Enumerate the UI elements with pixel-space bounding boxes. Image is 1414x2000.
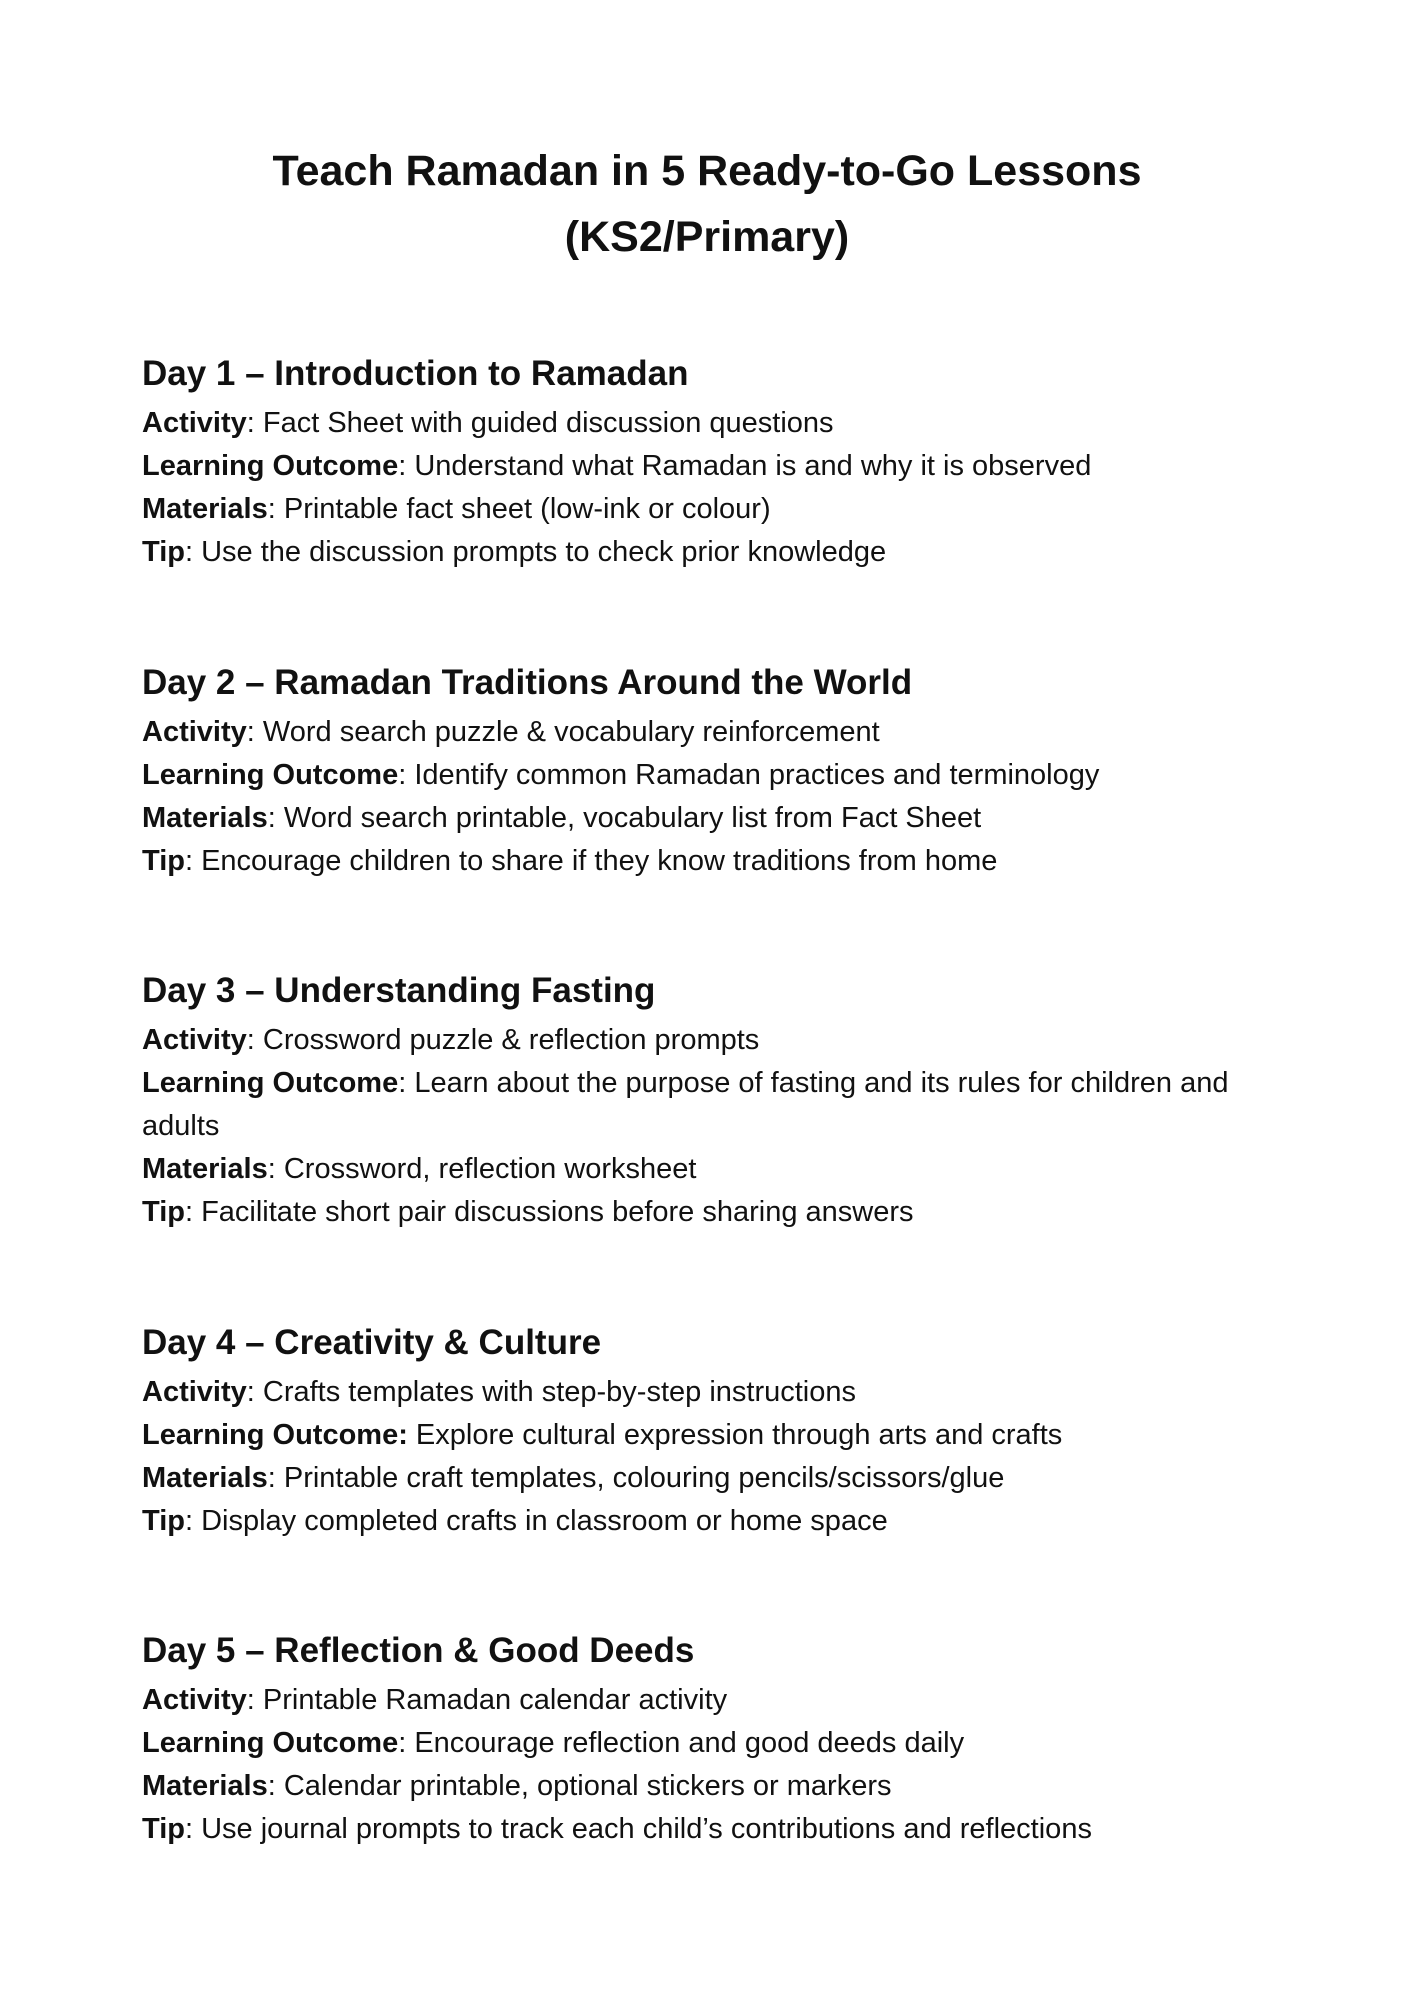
tip-label: Tip <box>142 1813 185 1845</box>
materials-text: : Crossword, reflection worksheet <box>267 1153 697 1185</box>
tip-row <box>142 531 1262 574</box>
title-line-1: Teach Ramadan in 5 Ready-to-Go Lessons <box>272 147 1142 195</box>
activity-row <box>142 1679 1262 1722</box>
tip-text: : Facilitate short pair discussions before sharing answers <box>184 1196 914 1228</box>
activity-text: : Printable Ramadan calendar activity <box>246 1684 728 1716</box>
day-4-section <box>142 1321 1262 1543</box>
day-heading: Day 2 – Ramadan Traditions Around the World <box>142 663 913 702</box>
activity-row <box>142 1371 1262 1414</box>
day-5-section <box>142 1629 1262 1851</box>
outcome-row <box>142 1062 1262 1148</box>
outcome-row <box>142 445 1262 488</box>
day-3-section <box>142 969 1262 1234</box>
outcome-text: : Encourage reflection and good deeds daily <box>398 1727 965 1759</box>
tip-row <box>142 1191 1262 1234</box>
activity-text: : Word search puzzle & vocabulary reinforcement <box>246 716 880 748</box>
materials-row <box>142 797 1262 840</box>
activity-label: Activity <box>142 1684 247 1716</box>
activity-text: : Crossword puzzle & reflection prompts <box>246 1024 760 1056</box>
activity-row <box>142 711 1262 754</box>
title-line-2: (KS2/Primary) <box>564 213 850 261</box>
tip-row <box>142 1808 1262 1851</box>
outcome-text: : Identify common Ramadan practices and terminology <box>398 759 1100 791</box>
materials-row <box>142 1765 1262 1808</box>
activity-label: Activity <box>142 407 247 439</box>
materials-row <box>142 1148 1262 1191</box>
tip-row <box>142 1500 1262 1543</box>
tip-text: : Display completed crafts in classroom or home space <box>184 1505 888 1537</box>
activity-label: Activity <box>142 1376 247 1408</box>
materials-label: Materials <box>142 1153 268 1185</box>
outcome-row <box>142 754 1262 797</box>
materials-label: Materials <box>142 802 268 834</box>
materials-label: Materials <box>142 1462 268 1494</box>
day-heading: Day 4 – Creativity & Culture <box>142 1323 602 1362</box>
tip-text: : Use journal prompts to track each child’s contributions and reflections <box>184 1813 1092 1845</box>
outcome-label: Learning Outcome <box>142 450 399 482</box>
materials-label: Materials <box>142 493 268 525</box>
tip-label: Tip <box>142 536 185 568</box>
outcome-label: Learning Outcome: <box>142 1419 408 1451</box>
tip-text: : Use the discussion prompts to check prior knowledge <box>184 536 887 568</box>
activity-label: Activity <box>142 1024 247 1056</box>
activity-row <box>142 402 1262 445</box>
outcome-row <box>142 1722 1262 1765</box>
outcome-label: Learning Outcome <box>142 759 399 791</box>
day-2-section <box>142 661 1262 883</box>
materials-text: : Printable craft templates, colouring pencils/scissors/glue <box>267 1462 1005 1494</box>
day-1-section <box>142 352 1262 574</box>
tip-label: Tip <box>142 1196 185 1228</box>
outcome-row <box>142 1414 1262 1457</box>
activity-label: Activity <box>142 716 247 748</box>
outcome-text: : Learn about the purpose of fasting and its rules for children and adults <box>142 1067 1229 1142</box>
page-title <box>0 138 1414 270</box>
tip-label: Tip <box>142 845 185 877</box>
activity-text: : Fact Sheet with guided discussion questions <box>246 407 834 439</box>
materials-text: : Printable fact sheet (low-ink or colour) <box>267 493 771 525</box>
outcome-label: Learning Outcome <box>142 1727 399 1759</box>
outcome-text: Explore cultural expression through arts and crafts <box>407 1419 1063 1451</box>
activity-text: : Crafts templates with step-by-step instructions <box>246 1376 856 1408</box>
day-heading: Day 3 – Understanding Fasting <box>142 971 656 1010</box>
activity-row <box>142 1019 1262 1062</box>
day-heading: Day 1 – Introduction to Ramadan <box>142 354 689 393</box>
tip-row <box>142 840 1262 883</box>
outcome-text: : Understand what Ramadan is and why it is observed <box>398 450 1092 482</box>
materials-row <box>142 1457 1262 1500</box>
materials-text: : Calendar printable, optional stickers or markers <box>267 1770 892 1802</box>
day-heading: Day 5 – Reflection & Good Deeds <box>142 1631 695 1670</box>
materials-row <box>142 488 1262 531</box>
outcome-label: Learning Outcome <box>142 1067 399 1099</box>
materials-text: : Word search printable, vocabulary list from Fact Sheet <box>267 802 982 834</box>
tip-label: Tip <box>142 1505 185 1537</box>
tip-text: : Encourage children to share if they know traditions from home <box>184 845 998 877</box>
materials-label: Materials <box>142 1770 268 1802</box>
